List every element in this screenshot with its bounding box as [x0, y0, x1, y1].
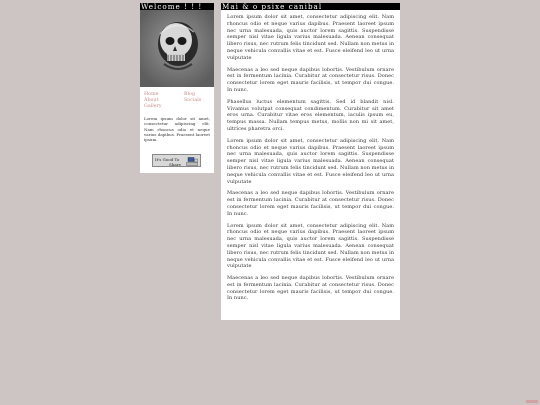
nav-blog[interactable]: Blog	[184, 92, 196, 97]
computer-icon	[186, 157, 198, 166]
nav-home[interactable]: Home	[144, 92, 159, 97]
paragraph: Phasellus luctus elementum sagittis. Sed id blandit nisl. Vivamus volutpat consequat condimentum. Curabitur sit amet eros urna. Curabitur vitae eros elementum, iaculis ipsum eu, tempus massa. Nullam tempus metus, mollis non mi sit amet, ultrices pharetra orci.	[227, 98, 394, 132]
nav-socials[interactable]: Socials	[184, 98, 202, 103]
nav-gallery[interactable]: Gallery	[144, 104, 162, 109]
paragraph: Maecenas a leo sed neque dapibus lobortis. Vestibulum ornare est in fermentum lacinia. Curabitur at consectetur risus. Donec consectetur lorem eget mauris facilisis, ut tempor dui congue. In nunc.	[227, 275, 394, 302]
sidebar-text: Lorem ipsum dolor sit amet, consectetur adipiscing elit. Nam rhoncus odio et neque varius dapibus. Praesent laoreet ipsum.	[144, 116, 210, 143]
main-title: Mai & o psixe canibal	[221, 3, 400, 10]
paragraph: Maecenas a leo sed neque dapibus lobortis. Vestibulum ornare est in fermentum lacinia. Curabitur at consectetur risus. Donec consectetur lorem eget mauris facilisis, ut tempor dui congue. In nunc.	[227, 190, 394, 217]
skull-icon	[140, 10, 214, 87]
sidebar-box	[140, 10, 214, 173]
corner-mark	[526, 400, 538, 403]
main-content	[221, 10, 400, 320]
skull-photo	[140, 10, 214, 88]
paragraph: Lorem ipsum dolor sit amet, consectetur adipiscing elit. Nam rhoncus odio et neque varius dapibus. Praesent laoreet ipsum nec urna malesuada, quis auctor lorem sagittis. Suspendisse semper nisl vitae ligula varius malesuada. Aenean consequat libero risus, nec rutrum felis tincidunt sed. Nullam non metus in neque vehicula convallis vitae et est. Fusce eleifend leo ut urna vulputate	[227, 14, 394, 61]
main-column	[221, 3, 400, 320]
share-label-line2: Share	[169, 162, 181, 167]
share-button[interactable]	[152, 154, 201, 167]
sidebar	[140, 3, 214, 173]
paragraph: Lorem ipsum dolor sit amet, consectetur adipiscing elit. Nam rhoncus odio et neque varius dapibus. Praesent laoreet ipsum nec urna malesuada, quis auctor lorem sagittis. Suspendisse semper nisl vitae ligula varius malesuada. Aenean consequat libero risus, nec rutrum felis tincidunt sed. Nullam non metus in neque vehicula convallis vitae et est. Fusce eleifend leo ut urna vulputate	[227, 137, 394, 185]
share-label-line1: It's Good To	[155, 156, 180, 162]
sidebar-title: Welcome ! ! !	[140, 3, 214, 10]
paragraph: Maecenas a leo sed neque dapibus lobortis. Vestibulum ornare est in fermentum lacinia. Curabitur at consectetur risus. Donec consectetur lorem eget mauris facilisis, ut tempor dui congue. In nunc.	[227, 66, 394, 93]
paragraph: Lorem ipsum dolor sit amet, consectetur adipiscing elit. Nam rhoncus odio et neque varius dapibus. Praesent laoreet ipsum nec urna malesuada, quis auctor lorem sagittis. Suspendisse semper nisl vitae ligula varius malesuada. Aenean consequat libero risus, nec rutrum felis tincidunt sed. Nullam non metus in neque vehicula convallis vitae et est. Fusce eleifend leo ut urna vulputate	[227, 222, 394, 270]
nav-about[interactable]: About	[144, 98, 159, 103]
